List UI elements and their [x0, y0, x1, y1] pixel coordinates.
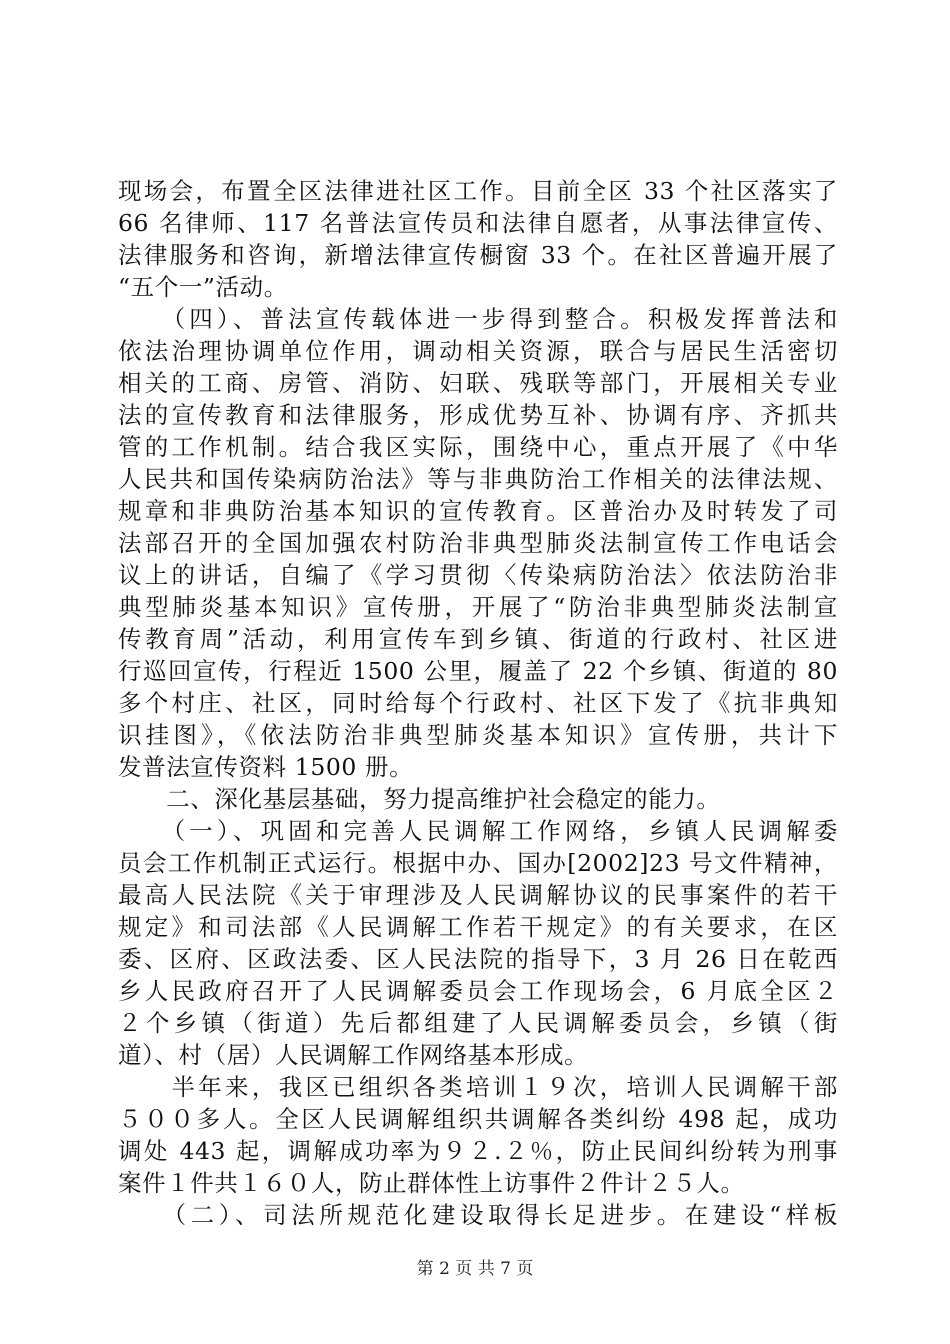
text-line: 调处 443 起，调解成功率为９２.２％，防止民间纠纷转为刑事 [118, 1137, 838, 1165]
text-line: 道）、村（居）人民调解工作网络基本形成。 [118, 1041, 589, 1069]
text-line: （四）、普法宣传载体进一步得到整合。积极发挥普法和 [118, 305, 838, 333]
text-line: ５００多人。全区人民调解组织共调解各类纠纷 498 起，成功 [118, 1105, 838, 1133]
text-line: 法律服务和咨询，新增法律宣传橱窗 33 个。在社区普遍开展了 [118, 241, 838, 269]
text-line: 发普法宣传资料 1500 册。 [118, 753, 414, 781]
text-line: 议上的讲话，自编了《学习贯彻〈传染病防治法〉依法防治非 [118, 561, 838, 589]
text-line: 典型肺炎基本知识》宣传册，开展了“防治非典型肺炎法制宣 [118, 593, 838, 621]
text-line: 传教育周”活动，利用宣传车到乡镇、街道的行政村、社区进 [118, 625, 838, 653]
section-heading: 二、深化基层基础，努力提高维护社会稳定的能力。 [118, 785, 721, 813]
text-line: 乡人民政府召开了人民调解委员会工作现场会，6 月底全区２ [118, 977, 838, 1005]
text-line: 半年来，我区已组织各类培训１９次，培训人民调解干部 [118, 1073, 838, 1101]
text-line: 规定》和司法部《人民调解工作若干规定》的有关要求，在区 [118, 913, 838, 941]
text-line: ２个乡镇（街道）先后都组建了人民调解委员会，乡镇（街 [118, 1009, 838, 1037]
text-line: 员会工作机制正式运行。根据中办、国办[2002]23 号文件精神， [118, 849, 838, 877]
text-line: 规章和非典防治基本知识的宣传教育。区普治办及时转发了司 [118, 497, 838, 525]
text-line: 现场会，布置全区法律进社区工作。目前全区 33 个社区落实了 [118, 177, 838, 205]
text-line: 66 名律师、117 名普法宣传员和法律自愿者，从事法律宣传、 [118, 209, 838, 237]
text-line: 法部召开的全国加强农村防治非典型肺炎法制宣传工作电话会 [118, 529, 838, 557]
text-line: “五个一”活动。 [118, 273, 288, 301]
text-line: 依法治理协调单位作用，调动相关资源，联合与居民生活密切 [118, 337, 838, 365]
text-line: 识挂图》，《依法防治非典型肺炎基本知识》宣传册，共计下 [118, 721, 838, 749]
text-line: 相关的工商、房管、消防、妇联、残联等部门，开展相关专业 [118, 369, 838, 397]
text-line: （一）、巩固和完善人民调解工作网络，乡镇人民调解委 [118, 817, 838, 845]
text-line: 法的宣传教育和法律服务，形成优势互补、协调有序、齐抓共 [118, 401, 838, 429]
text-line: 多个村庄、社区，同时给每个行政村、社区下发了《抗非典知 [118, 689, 838, 717]
text-line: 最高人民法院《关于审理涉及人民调解协议的民事案件的若干 [118, 881, 838, 909]
page-number-footer: 第 2 页 共 7 页 [416, 1259, 534, 1279]
text-line: 管的工作机制。结合我区实际，围绕中心，重点开展了《中华 [118, 433, 838, 461]
text-line: 委、区府、区政法委、区人民法院的指导下，3 月 26 日在乾西 [118, 945, 838, 973]
text-line: 人民共和国传染病防治法》等与非典防治工作相关的法律法规、 [118, 465, 838, 493]
text-line: （二）、司法所规范化建设取得长足进步。在建设“样板 [118, 1201, 838, 1229]
text-line: 行巡回宣传，行程近 1500 公里，履盖了 22 个乡镇、街道的 80 [118, 657, 838, 685]
text-line: 案件１件共１６０人，防止群体性上访事件２件计２５人。 [118, 1169, 745, 1197]
